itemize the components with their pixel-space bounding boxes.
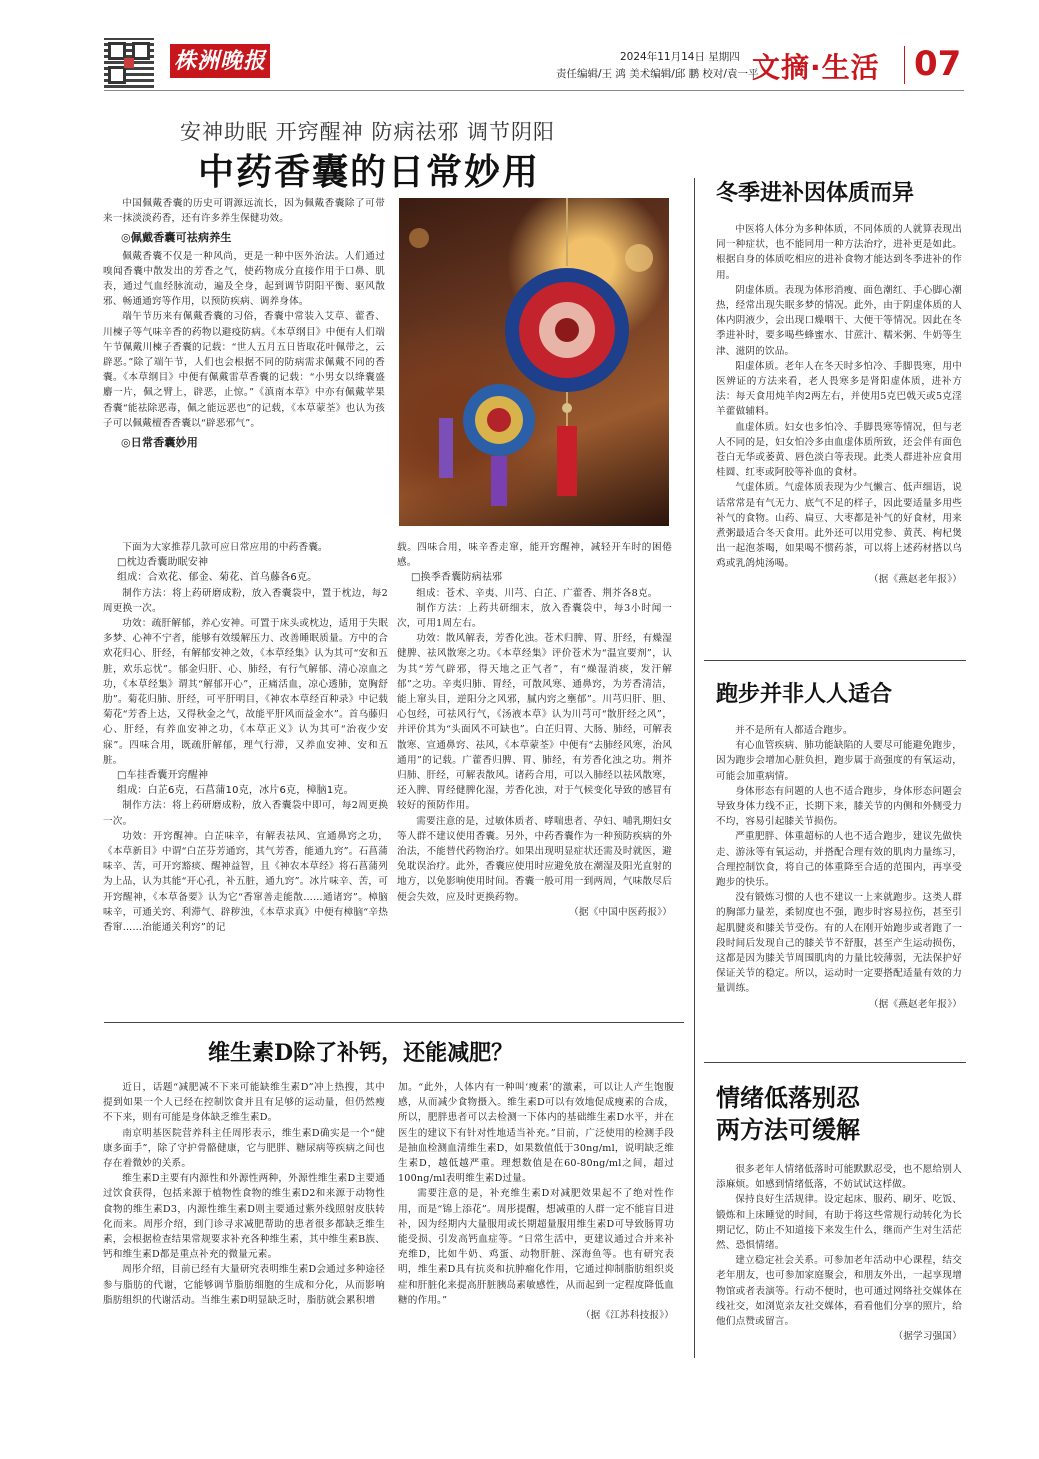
side2-body bbox=[716, 723, 962, 1053]
side3-source: （据学习强国） bbox=[893, 1331, 962, 1343]
bottom-paragraph: 周彤介绍，目前已经有大量研究表明维生素D会通过多种途径参与脂肪的代谢，它能够调节脂肪细胞的生成和分化，从而影响脂肪组织的代谢活动。当维生素D明显缺乏时，脂肪就会累积增 bbox=[103, 1264, 385, 1306]
side2-paragraph: 没有锻炼习惯的人也不建议一上来就跑步。这类人群的胸部力量差，柔韧度也不强，跑步时容易拉伤，甚至引起肌腱炎和膝关节受伤。有的人在刚开始跑步或者跑了一段时间后发现自己的膝关节不舒服，甚至产生运动损伤，这都是因为膝关节周围肌肉的力量比较薄弱，无法保护好保证关节的稳定。所以，运动时一定要搭配适量有效的力量训练。 bbox=[716, 892, 962, 995]
recipe-2-effect: 功效：开窍醒神。白芷味辛，有解表祛风、宣通鼻窍之功，《本草新目》中谓“白芷芬芳通窍，其气芳香，能通九窍”。石菖蒲味辛、苦，可开窍豁痰、醒神益智，且《神农本草经》将石菖蒲列为上品，认为其能“开心孔，补五脏，通九窍”。冰片味辛、苦，可开窍醒神，《本草备要》认为它“香窜善走能散……通诸窍”。樟脑味辛，可通关窍、利滞气、辟秽浊，《本草求真》中便有樟脑“辛热香窜……治能通关利窍”的记 bbox=[103, 830, 388, 934]
recipe-1-formula: 组成：合欢花、郁金、菊花、首乌藤各6克。 bbox=[117, 572, 318, 584]
lead-paragraph: 载。四味合用，味辛香走窜，能开窍醒神，减轻开车时的困倦感。 bbox=[397, 542, 672, 569]
lead-source: （据《中国中医药报》） bbox=[569, 906, 672, 918]
logo-text: 株洲晚报 bbox=[173, 48, 266, 74]
side2-paragraph: 严重肥胖、体重超标的人也不适合跑步，建议先做快走、游泳等有氧运动，并搭配合理有效的肌肉力量练习，合理控制饮食，将自己的体重降至合适的范围内，再享受跑步的快乐。 bbox=[716, 831, 962, 889]
recipe-1-method: 制作方法：将上药研磨成粉，放入香囊袋中，置于枕边，每2周更换一次。 bbox=[103, 587, 388, 614]
recipe-1-title: □枕边香囊助眠安神 bbox=[117, 557, 209, 569]
side3-paragraph: 很多老年人情绪低落时可能默默忍受，也不愿给别人添麻烦。如感到情绪低落，不妨试试这样做。 bbox=[716, 1164, 962, 1191]
bottom-paragraph: 需要注意的是，补充维生素D对减肥效果起不了绝对性作用，而是“锦上添花”。周彤提醒，想减重的人群一定不能盲目进补，因为经期内大量服用或长期超量服用维生素D可导致肠胃功能受损、引发高钙血症等。“日常生活中，更建议通过合并来补充维D，比如牛奶、鸡蛋、动物肝脏、深海鱼等。也有研究表明，维生素D具有抗炎和抗肿瘤化作用，它通过抑制脂肪组织炎症和肝脏化来提高肝脏胰岛素敏感性，从而起到一定程度降低血糖的作用。” bbox=[398, 1188, 674, 1306]
lead-title: 中药香囊的日常妙用 bbox=[198, 152, 541, 193]
section-rule bbox=[104, 1022, 684, 1023]
side2-paragraph: 身体形态有问题的人也不适合跑步，身体形态问题会导致身体力线不正，长期下来，膝关节的内侧和外侧受力不均，容易引起膝关节损伤。 bbox=[716, 785, 962, 828]
newspaper-logo bbox=[170, 44, 270, 78]
header-divider bbox=[904, 46, 905, 84]
side1-title: 冬季进补因体质而异 bbox=[716, 180, 915, 206]
recipe-3-method: 制作方法：上药共研细末，放入香囊袋中，每3小时闻一次，可用1周左右。 bbox=[397, 602, 672, 630]
bottom-paragraph: 近日，话题“减肥减不下来可能缺维生素D”冲上热搜，其中提到如果一个人已经在控制饮食并且有足够的运动量，但仍然瘦不下来，则有可能是身体缺乏维生素D。 bbox=[103, 1082, 385, 1124]
recipe-3-formula: 组成：苍术、辛夷、川芎、白芷、广藿香、荆芥各8克。 bbox=[416, 587, 658, 599]
editor-credits: 责任编辑/王 鸿 美术编辑/邱 鹏 校对/袁一平 bbox=[556, 68, 759, 80]
lead-column-1-lower bbox=[103, 540, 388, 1013]
recipe-1-effect: 功效：疏肝解郁，养心安神。可置于床头或枕边，适用于失眠多梦、心神不宁者，能够有效缓解压力、改善睡眠质量。方中的合欢花归心、肝经，有解郁安神之效，《本草经集》认为其可“安和五脏，欢乐忘忧”。郁金归肝、心、肺经，有行气解郁、清心凉血之功，《本草经集》谓其“解郁开心”，正痛活血，凉心透肺，宽胸舒肋”。菊花归肺、肝经，可平肝明目，《神农本草经百种录》中记载菊花“芳香上达，又得秋金之气，故能平肝风而益金水”。首乌藤归心、肝经，有养血安神之功，《本草正义》认为其可“治夜少安寐”。四味合用，既疏肝解郁，理气行滞，又养血安神、安和五脏。 bbox=[103, 618, 388, 766]
side1-source: （据《燕赵老年报》） bbox=[868, 573, 962, 585]
side1-paragraph: 血虚体质。妇女也多怕冷、手脚畏寒等情况，但与老人不同的是，妇女怕冷多由血虚体质所致，还会伴有面色苍白无华或萎黄、唇色淡白等表现。此类人群进补应食用桂圆、红枣或阿胶等补血的食材。 bbox=[716, 421, 962, 479]
side1-paragraph: 中医将人体分为多种体质，不同体质的人就算表现出同一种症状，也不能同用一种方法治疗，进补更是如此。根据自身的体质吃相应的进补食物才能达到冬季进补的作用。 bbox=[716, 224, 962, 281]
issue-date: 2024年11月14日 星期四 bbox=[620, 51, 740, 63]
side2-source: （据《燕赵老年报》） bbox=[868, 998, 962, 1010]
side-rule bbox=[704, 660, 966, 661]
recipe-3-title: □换季香囊防病祛邪 bbox=[411, 572, 503, 584]
lead-paragraph: 佩戴香囊不仅是一种风尚，更是一种中医外治法。人们通过嗅闻香囊中散发出的芳香之气，使药物成分直接作用于口鼻、肌表，通过气血经脉流动，遍及全身，起到调节阴阳平衡、驱风散邪、畅通通窍等作用，以预防疾病、调养身体。 bbox=[103, 250, 385, 308]
section-name: 文摘·生活 bbox=[752, 51, 880, 84]
side1-body bbox=[716, 222, 962, 652]
sachet-photo bbox=[399, 198, 669, 526]
side3-paragraph: 保持良好生活规律。设定起床、服药、刷牙、吃饭、锻炼和上床睡觉的时间，有助于将这些常规行动转化为长期记忆，防止不知道接下来发生什么，继而产生对生活茫然、恐惧情绪。 bbox=[716, 1194, 962, 1252]
lead-intro: 中国佩戴香囊的历史可谓源远流长，因为佩戴香囊除了可带来一抹淡淡药香，还有许多养生保健功效。 bbox=[103, 198, 385, 225]
bottom-paragraph: 维生素D主要有内源性和外源性两种，外源性维生素D主要通过饮食获得，包括来源于植物性食物的维生素D2和来源于动物性食物的维生素D3，内源性维生素D则主要通过紫外线照射皮肤转化而来。周彤介绍，到门诊寻求减肥帮助的患者很多都缺乏维生素，会根据检查结果常规要求补充各种维生素，其中维生素B族、钙和维生素D都是重点补充的微量元素。 bbox=[103, 1173, 385, 1261]
lead-kicker: 安神助眠 开窍醒神 防病祛邪 调节阴阳 bbox=[180, 120, 556, 144]
lead-column-2-lower bbox=[397, 540, 672, 1020]
column-divider bbox=[694, 178, 695, 1358]
sachet-illustration bbox=[399, 198, 669, 526]
bottom-title: 维生素D除了补钙，还能减肥？ bbox=[208, 1040, 514, 1066]
recipe-2-formula: 组成：白芷6克，石菖蒲10克，冰片6克，樟脑1克。 bbox=[117, 785, 354, 797]
bottom-column-2 bbox=[398, 1080, 674, 1370]
recipe-2-method: 制作方法：将上药研磨成粉，放入香囊袋中即可，每2周更换一次。 bbox=[103, 800, 388, 827]
side1-paragraph: 阴虚体质。表现为体形消瘦、面色潮红、手心脚心潮热，经常出现失眠多梦的情况。此外，由于阴虚体质的人体内阴液少，会出现口燥咽干、大便干等情况。因此在冬季进补时，要多喝些蜂蜜水、甘蔗汁、糯米粥、牛奶等生津、滋阴的饮品。 bbox=[716, 284, 962, 357]
page-number: 07 bbox=[914, 44, 962, 84]
recipe-3-note: 需要注意的是，过敏体质者、哮喘患者、孕妇、哺乳期妇女等人群不建议使用香囊。另外，中药香囊作为一种预防疾病的外治法，不能替代药物治疗。如果出现明显症状还需及时就医，避免耽误治疗。此外，香囊应使用时应避免放在潮湿及阳光直射的地方，以免影响使用时间。香囊一般可用一到两周，气味散尽后便会失效，应及时更换药物。 bbox=[397, 815, 672, 903]
subhead-sachet-health: ◎佩戴香囊可祛病养生 bbox=[121, 231, 232, 245]
side-rule bbox=[704, 1062, 966, 1063]
side1-paragraph: 气虚体质。气虚体质表现为少气懒言、低声细语，说话常常是有气无力、底气不足的样子，因此要适量多用些补气的食物。山药、扁豆、大枣都是补气的好食材，用来煮粥最适合冬天食用。此外还可以用党参、黄芪、枸杞煲出一起泡茶喝，如果喝不惯药茶，可以将上述药材搭以乌鸡或乳鸽炖汤喝。 bbox=[716, 482, 962, 570]
header-rule bbox=[104, 90, 964, 91]
bottom-source: （据《江苏科技报》） bbox=[580, 1310, 674, 1322]
lead-paragraph: 下面为大家推荐几款可应日常应用的中药香囊。 bbox=[122, 542, 328, 553]
bottom-paragraph: 南京明基医院营养科主任周彤表示，维生素D确实是一个“健康多面手”，除了守护骨骼健康，它与肥胖、糖尿病等疾病之间也存在着微妙的关系。 bbox=[103, 1127, 385, 1170]
subhead-daily-use: ◎日常香囊妙用 bbox=[121, 436, 198, 450]
side3-body bbox=[716, 1162, 962, 1362]
recipe-3-effect: 功效：散风解表，芳香化浊。苍术归脾、胃、肝经，有燥湿健脾、祛风散寒之功。《本草经集》评价苍术为“温宣要剂”，认为其“芳气辟邪，得天地之正气者”，有“燥湿消痰，发汗解郁”之功。辛夷归肺、胃经，可散风寒、通鼻窍，为芳香清洁，能上窜头目，逆阳分之风邪，腻内窍之壅郁”。川芎归肝、胆、心包经，可祛风行气，《汤液本草》认为川芎可“散肝经之风”，并评价其为“头面风不可缺也”。白芷归胃、大肠、肺经，可解表散寒、宣通鼻窍、祛风，《本草蒙荃》中便有“去肺经风寒，治风通用”的记载。广藿香归脾、胃、肺经，有芳香化浊之功。荆芥归肺、肝经，可解表散风。诸药合用，可以入肺经以祛风散寒，还入脾、胃经健脾化湿，芳香化浊，对于气候变化导致的感冒有较好的预防作用。 bbox=[397, 633, 672, 812]
side3-paragraph: 建立稳定社会关系。可参加老年活动中心课程，结交老年朋友，也可参加家庭聚会，和朋友外出，一起享现增物馆或者表演等。行动不便时，也可通过网络社交媒体在线社交，如浏览亲友社交媒体，看看他们分享的照片，给他们点赞或留言。 bbox=[716, 1255, 962, 1328]
lead-paragraph: 端午节历来有佩戴香囊的习俗，香囊中常装入艾草、藿香、川楝子等气味辛香的药物以避疫防病。《本草纲目》中便有人们端午节佩戴川楝子香囊的记载：“世人五月五日皆取花叶佩带之，云辟恶。”除了端午节，人们也会根据不同的防病需求佩戴不同的香囊。《本草纲目》中便有佩戴雷草香囊的记载：“小男女以绛囊盛麝一片，佩之臂上，辟恶，止惊。”《滇南本草》中亦有佩戴苹果香囊“能祛除恶毒，佩之能远恶也”的记载，《本草蒙荃》也认为孩子可以佩戴檀香香囊以“辟恶邪气”。 bbox=[103, 311, 385, 429]
lead-column-1-upper bbox=[103, 196, 385, 536]
recipe-2-title: □车挂香囊开窍醒神 bbox=[117, 770, 209, 782]
side2-paragraph: 并不是所有人都适合跑步。 bbox=[735, 725, 853, 736]
side2-paragraph: 有心血管疾病、肺功能缺陷的人要尽可能避免跑步，因为跑步会增加心脏负担，跑步属于高强度的有氧运动，可能会加重病情。 bbox=[716, 740, 962, 782]
qr-code bbox=[104, 38, 154, 88]
side3-title-line1: 情绪低落别忍 bbox=[716, 1083, 860, 1112]
bottom-paragraph: 加。“此外，人体内有一种叫‘瘦素’的激素，可以让人产生饱腹感，从而减少食物摄入。维生素D可以有效地促成瘦素的合成，所以，肥胖患者可以去检测一下体内的基础维生素D水平，并在医生的建议下有针对性地适当补充。”目前，广泛使用的检测手段是抽血检测血清维生素D，如果数值低于30ng/ml，说明缺乏维生素D，越低越严重。理想数值是在60-80ng/ml之间，超过100ng/ml表明维生素D过量。 bbox=[398, 1082, 674, 1185]
side2-title: 跑步并非人人适合 bbox=[716, 681, 893, 707]
side3-title bbox=[716, 1082, 860, 1146]
side1-paragraph: 阳虚体质。老年人在冬天时多怕冷、手脚畏寒，用中医辨证的方法来看，老人畏寒多是肾阳虚体质，进补方法：每天食用炖羊肉2两左右，并使用5克巴戟天或5克淫羊藿做辅料。 bbox=[716, 360, 962, 418]
bottom-column-1 bbox=[103, 1080, 385, 1370]
side3-title-line2: 两方法可缓解 bbox=[716, 1115, 860, 1144]
